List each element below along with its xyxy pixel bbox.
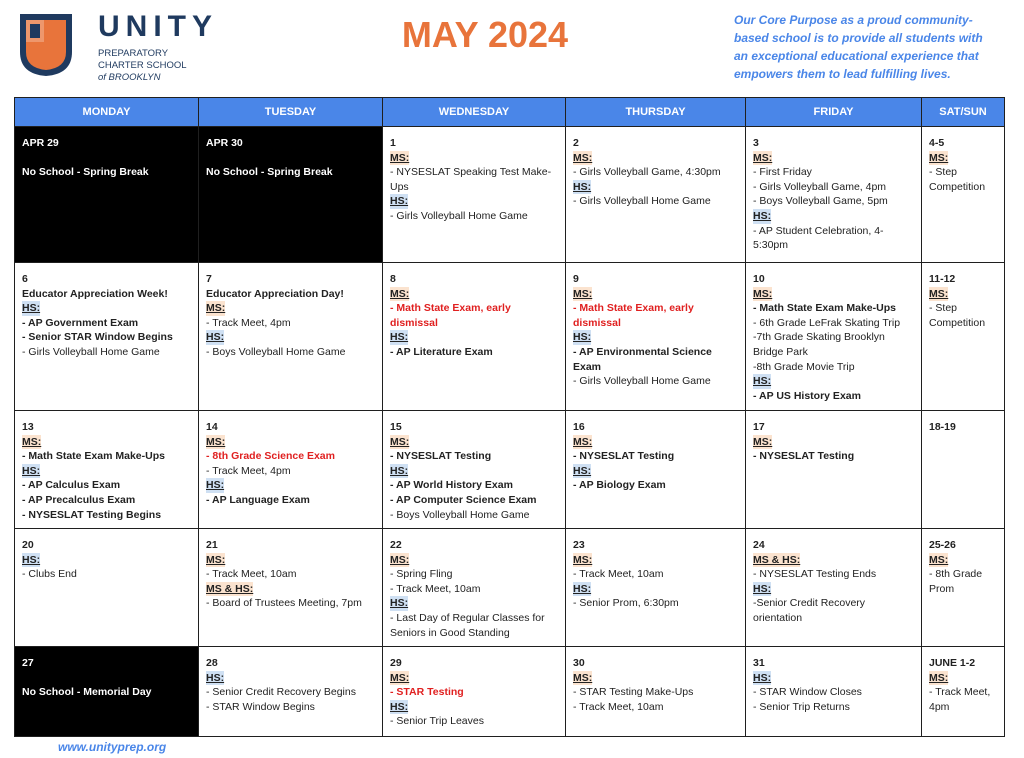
event-item: - Track Meet, 4pm	[929, 686, 991, 713]
day-number: JUNE 1-2	[929, 657, 976, 669]
day-number: 15	[390, 421, 402, 433]
day-number: 21	[206, 539, 218, 551]
middle-school-label: MS:	[573, 151, 593, 164]
day-number: 2	[573, 137, 579, 149]
event-item: -Senior Credit Recovery orientation	[753, 597, 866, 624]
event-item: - Clubs End	[22, 568, 77, 581]
day-number: 18-19	[929, 421, 956, 433]
event-item: - AP Environmental Science Exam	[573, 345, 712, 373]
calendar-table	[14, 97, 1005, 737]
middle-school-label: MS:	[573, 671, 593, 684]
high-school-label: HS:	[206, 671, 225, 684]
calendar-week-row	[15, 647, 1005, 737]
calendar-day-cell	[566, 263, 746, 411]
calendar-day-cell	[383, 127, 566, 263]
calendar-week-row	[15, 411, 1005, 529]
calendar-day-cell	[15, 647, 199, 737]
calendar-day-cell	[746, 411, 922, 529]
event-item: - Senior Prom, 6:30pm	[573, 597, 679, 610]
middle-school-label: MS:	[22, 435, 42, 448]
event-item: - Track Meet, 10am	[573, 700, 664, 713]
event-item: - Track Meet, 4pm	[206, 464, 291, 477]
calendar-day-cell	[383, 529, 566, 647]
high-school-label: HS:	[22, 553, 41, 566]
event-item: - Board of Trustees Meeting, 7pm	[206, 597, 362, 610]
event-item: - AP Language Exam	[206, 493, 310, 506]
high-school-label: HS:	[22, 302, 41, 315]
high-school-label: HS:	[206, 331, 225, 344]
middle-school-label: MS:	[573, 553, 593, 566]
event-item: - Math State Exam, early dismissal	[573, 302, 694, 329]
high-school-label: HS:	[206, 479, 225, 492]
middle-school-label: MS:	[206, 553, 226, 566]
calendar-day-cell	[746, 647, 922, 737]
event-item: - NYSESLAT Testing	[390, 450, 492, 463]
day-number: 29	[390, 657, 402, 669]
logo-subtitle	[98, 48, 187, 84]
day-number: 3	[753, 137, 759, 149]
calendar-day-cell	[383, 647, 566, 737]
event-item: - Senior Trip Returns	[753, 700, 850, 713]
middle-school-label: MS:	[390, 671, 410, 684]
event-item: - NYSESLAT Testing Begins	[22, 508, 162, 521]
event-item: - Girls Volleyball Home Game	[573, 195, 711, 208]
event-item: - Track Meet, 4pm	[206, 316, 291, 329]
middle-school-label: MS:	[929, 151, 949, 164]
calendar-day-cell	[199, 529, 383, 647]
event-item: - AP Biology Exam	[573, 479, 666, 492]
day-number: 28	[206, 657, 218, 669]
event-item: -7th Grade Skating Brooklyn Bridge Park	[753, 331, 885, 358]
day-number: APR 30	[206, 137, 243, 149]
day-number: 16	[573, 421, 585, 433]
weekday-header: FRIDAY	[746, 98, 922, 127]
calendar-week-row	[15, 529, 1005, 647]
event-item: - Girls Volleyball Home Game	[22, 345, 160, 358]
event-item: - STAR Testing Make-Ups	[573, 686, 694, 699]
high-school-label: HS:	[573, 180, 592, 193]
calendar-day-cell	[922, 411, 1005, 529]
event-item: - AP Government Exam	[22, 316, 139, 329]
day-closure-note: No School - Memorial Day	[22, 685, 152, 698]
calendar-day-cell	[922, 529, 1005, 647]
ms-hs-label: MS & HS:	[206, 582, 254, 595]
calendar-day-cell	[922, 647, 1005, 737]
event-item: - Senior STAR Window Begins	[22, 331, 173, 344]
event-item: - Girls Volleyball Game, 4pm	[753, 180, 887, 193]
middle-school-label: MS:	[929, 287, 949, 300]
middle-school-label: MS:	[390, 553, 410, 566]
weekday-header-row	[15, 98, 1005, 127]
calendar-day-cell	[199, 127, 383, 263]
event-item: - NYSESLAT Speaking Test Make-Ups	[390, 166, 552, 193]
middle-school-label: MS:	[390, 287, 410, 300]
day-number: 24	[753, 539, 765, 551]
day-number: 13	[22, 421, 34, 433]
calendar-week-row	[15, 127, 1005, 263]
weekday-header: TUESDAY	[199, 98, 383, 127]
calendar-day-cell	[15, 411, 199, 529]
high-school-label: HS:	[753, 209, 772, 222]
high-school-label: HS:	[22, 464, 41, 477]
event-item: - AP Computer Science Exam	[390, 493, 537, 506]
middle-school-label: MS:	[206, 435, 226, 448]
footer-website-link[interactable]: www.unityprep.org	[58, 740, 167, 754]
high-school-label: HS:	[573, 464, 592, 477]
event-item: - Math State Exam, early dismissal	[390, 302, 511, 329]
event-item: - AP Precalculus Exam	[22, 493, 136, 506]
middle-school-label: MS:	[206, 302, 226, 315]
weekday-header: THURSDAY	[566, 98, 746, 127]
event-item: - Spring Fling	[390, 568, 453, 581]
middle-school-label: MS:	[929, 671, 949, 684]
day-number: 9	[573, 273, 579, 285]
shield-logo-icon	[18, 12, 74, 78]
event-item: - Girls Volleyball Game, 4:30pm	[573, 166, 721, 179]
event-item: - Math State Exam Make-Ups	[753, 302, 896, 315]
calendar-day-cell	[199, 647, 383, 737]
ms-hs-label: MS & HS:	[753, 553, 801, 566]
calendar-day-cell	[566, 647, 746, 737]
calendar-day-cell	[15, 127, 199, 263]
event-item: - Boys Volleyball Home Game	[390, 508, 530, 521]
calendar-day-cell	[15, 529, 199, 647]
event-item: - First Friday	[753, 166, 812, 179]
event-item: Educator Appreciation Day!	[206, 287, 344, 300]
day-number: APR 29	[22, 137, 59, 149]
calendar-day-cell	[199, 411, 383, 529]
event-item: - Boys Volleyball Home Game	[206, 345, 346, 358]
day-number: 8	[390, 273, 396, 285]
event-item: - AP US History Exam	[753, 389, 861, 402]
logo-wordmark: UNITY	[98, 10, 218, 43]
day-number: 20	[22, 539, 34, 551]
calendar-day-cell	[15, 263, 199, 411]
high-school-label: HS:	[390, 597, 409, 610]
logo-sub-line: of BROOKLYN	[98, 72, 161, 83]
calendar-day-cell	[746, 127, 922, 263]
high-school-label: HS:	[390, 195, 409, 208]
event-item: - AP Literature Exam	[390, 345, 493, 358]
event-item: - STAR Testing	[390, 686, 464, 699]
day-number: 4-5	[929, 137, 945, 149]
calendar-day-cell	[746, 263, 922, 411]
high-school-label: HS:	[753, 375, 772, 388]
event-item: - Track Meet, 10am	[573, 568, 664, 581]
calendar-day-cell	[746, 529, 922, 647]
calendar-day-cell	[383, 411, 566, 529]
event-item: - Math State Exam Make-Ups	[22, 450, 165, 463]
event-item: - Girls Volleyball Home Game	[390, 209, 528, 222]
day-number: 7	[206, 273, 212, 285]
middle-school-label: MS:	[753, 435, 773, 448]
middle-school-label: MS:	[573, 435, 593, 448]
day-number: 30	[573, 657, 585, 669]
calendar-day-cell	[566, 529, 746, 647]
high-school-label: HS:	[390, 464, 409, 477]
middle-school-label: MS:	[929, 553, 949, 566]
event-item: - 8th Grade Prom	[929, 568, 983, 595]
weekday-header: WEDNESDAY	[383, 98, 566, 127]
day-number: 11-12	[929, 273, 956, 285]
event-item: - Boys Volleyball Game, 5pm	[753, 195, 888, 208]
day-number: 31	[753, 657, 765, 669]
event-item: - Last Day of Regular Classes for Seniors in Good Standing	[390, 611, 545, 639]
high-school-label: HS:	[573, 582, 592, 595]
day-number: 23	[573, 539, 585, 551]
middle-school-label: MS:	[390, 435, 410, 448]
weekday-header: SAT/SUN	[922, 98, 1005, 127]
event-item: - Step Competition	[929, 302, 986, 329]
calendar-day-cell	[566, 127, 746, 263]
calendar-day-cell	[199, 263, 383, 411]
event-item: - Girls Volleyball Home Game	[573, 375, 711, 388]
calendar-day-cell	[922, 127, 1005, 263]
month-title: MAY 2024	[401, 14, 569, 55]
day-number: 6	[22, 273, 28, 285]
middle-school-label: MS:	[753, 151, 773, 164]
high-school-label: HS:	[390, 331, 409, 344]
day-number: 1	[390, 137, 396, 149]
event-item: - AP Student Celebration, 4-5:30pm	[753, 224, 884, 252]
event-item: - STAR Window Closes	[753, 686, 862, 699]
event-item: - 6th Grade LeFrak Skating Trip	[753, 316, 901, 329]
event-item: -8th Grade Movie Trip	[753, 360, 855, 373]
high-school-label: HS:	[573, 331, 592, 344]
day-number: 14	[206, 421, 218, 433]
event-item: - 8th Grade Science Exam	[206, 450, 335, 463]
day-number: 25-26	[929, 539, 956, 551]
event-item: - STAR Window Begins	[206, 700, 315, 713]
day-number: 22	[390, 539, 402, 551]
calendar-day-cell	[566, 411, 746, 529]
event-item: - AP World History Exam	[390, 479, 513, 492]
calendar-day-cell	[922, 263, 1005, 411]
event-item: Educator Appreciation Week!	[22, 287, 168, 300]
day-closure-note: No School - Spring Break	[22, 165, 149, 178]
day-number: 17	[753, 421, 765, 433]
high-school-label: HS:	[390, 700, 409, 713]
school-logo	[14, 6, 224, 86]
event-item: - Track Meet, 10am	[390, 582, 481, 595]
day-number: 10	[753, 273, 765, 285]
logo-sub-line: CHARTER SCHOOL	[98, 60, 187, 71]
high-school-label: HS:	[753, 671, 772, 684]
day-closure-note: No School - Spring Break	[206, 165, 333, 178]
event-item: - NYSESLAT Testing Ends	[753, 568, 877, 581]
day-number: 27	[22, 657, 34, 669]
event-item: - Senior Trip Leaves	[390, 715, 484, 728]
calendar-day-cell	[383, 263, 566, 411]
event-item: - NYSESLAT Testing	[573, 450, 675, 463]
event-item: - Step Competition	[929, 166, 986, 193]
core-purpose-statement: Our Core Purpose as a proud community-based school is to provide all students with an exceptional educational experience that empowers them to lead fulfilling lives.	[734, 13, 983, 81]
middle-school-label: MS:	[573, 287, 593, 300]
event-item: - AP Calculus Exam	[22, 479, 121, 492]
logo-sub-line: PREPARATORY	[98, 48, 169, 59]
calendar-week-row	[15, 263, 1005, 411]
event-item: - Track Meet, 10am	[206, 568, 297, 581]
weekday-header: MONDAY	[15, 98, 199, 127]
event-item: - Senior Credit Recovery Begins	[206, 686, 356, 699]
middle-school-label: MS:	[390, 151, 410, 164]
middle-school-label: MS:	[753, 287, 773, 300]
event-item: - NYSESLAT Testing	[753, 450, 855, 463]
high-school-label: HS:	[753, 582, 772, 595]
